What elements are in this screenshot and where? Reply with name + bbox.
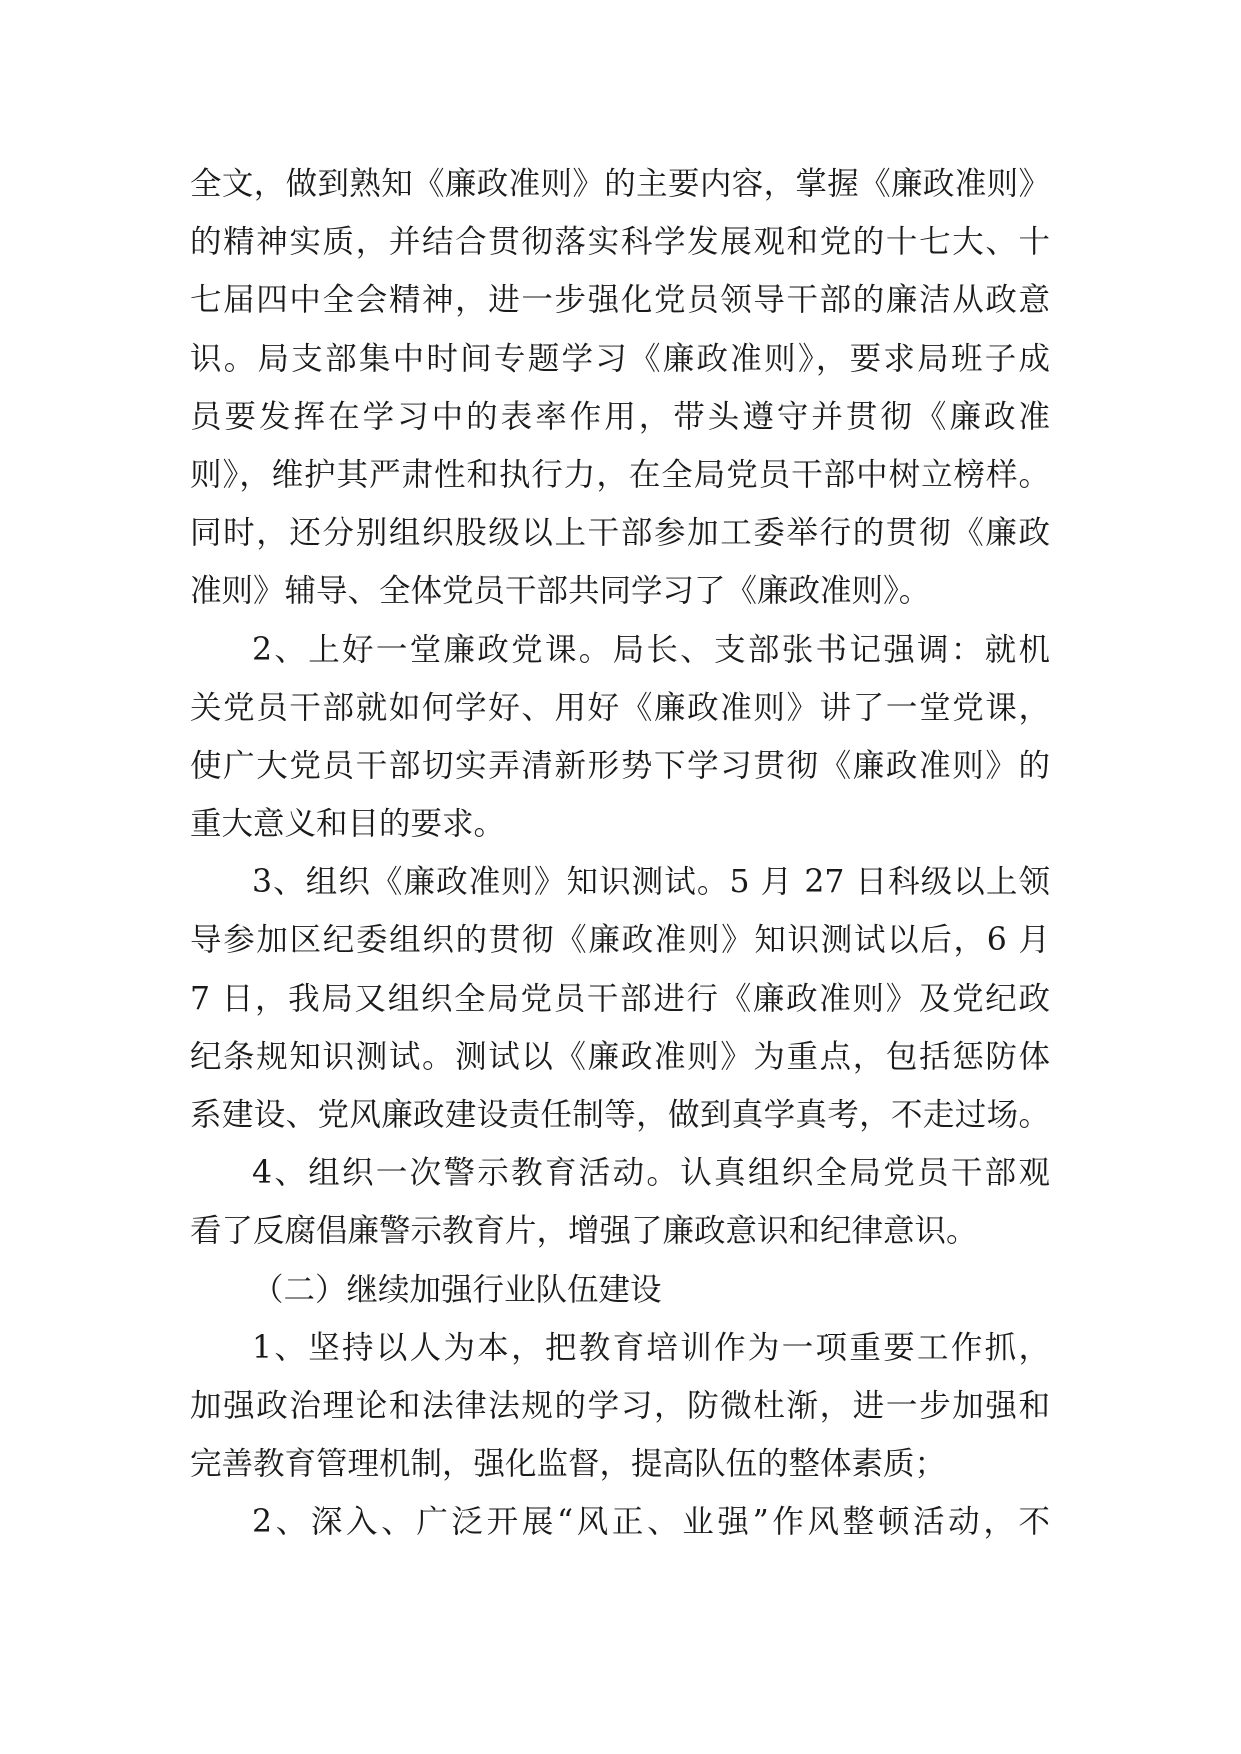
text-line-12: 重大意义和目的要求。 — [190, 806, 506, 843]
text-line-1: 全文，做到熟知《廉政准则》的主要内容，掌握《廉政准则》 — [190, 166, 1050, 202]
text-line-4: 识。局支部集中时间专题学习《廉政准则》，要求局班子成 — [190, 340, 1050, 377]
text-line-3: 七届四中全会精神，进一步强化党员领导干部的廉洁从政意 — [190, 282, 1050, 319]
text-line-19: 看了反腐倡廉警示教育片，增强了廉政意识和纪律意识。 — [190, 1213, 978, 1250]
text-line-22: 加强政治理论和法律法规的学习，防微杜渐，进一步加强和 — [190, 1387, 1050, 1424]
text-line-2: 的精神实质，并结合贯彻落实科学发展观和党的十七大、十 — [190, 224, 1050, 261]
text-line-17: 系建设、党风廉政建设责任制等，做到真学真考，不走过场。 — [190, 1097, 1050, 1133]
text-line-11: 使广大党员干部切实弄清新形势下学习贯彻《廉政准则》的 — [190, 747, 1050, 784]
text-line-9: 2、上好一堂廉政党课。局长、支部张书记强调：就机 — [252, 631, 1050, 668]
text-line-8: 准则》辅导、全体党员干部共同学习了《廉政准则》。 — [190, 573, 931, 610]
section-heading: （二）继续加强行业队伍建设 — [252, 1271, 662, 1308]
text-line-24: 2、深入、广泛开展“风正、业强”作风整顿活动，不 — [252, 1504, 1050, 1541]
text-line-18: 4、组织一次警示教育活动。认真组织全局党员干部观 — [252, 1155, 1050, 1192]
document-body — [190, 155, 1050, 1552]
text-line-5: 员要发挥在学习中的表率作用，带头遵守并贯彻《廉政准 — [190, 398, 1050, 435]
text-line-7: 同时，还分别组织股级以上干部参加工委举行的贯彻《廉政 — [190, 515, 1050, 552]
text-line-15: 7 日，我局又组织全局党员干部进行《廉政准则》及党纪政 — [190, 980, 1050, 1017]
text-line-23: 完善教育管理机制，强化监督，提高队伍的整体素质； — [190, 1446, 947, 1483]
text-line-10: 关党员干部就如何学好、用好《廉政准则》讲了一堂党课， — [190, 689, 1050, 726]
text-line-13: 3、组织《廉政准则》知识测试。5 月 27 日科级以上领 — [252, 864, 1050, 901]
text-line-14: 导参加区纪委组织的贯彻《廉政准则》知识测试以后，6 月 — [190, 922, 1050, 959]
text-line-6: 则》，维护其严肃性和执行力，在全局党员干部中树立榜样。 — [190, 456, 1050, 493]
text-line-16: 纪条规知识测试。测试以《廉政准则》为重点，包括惩防体 — [190, 1038, 1050, 1075]
text-line-21: 1、坚持以人为本，把教育培训作为一项重要工作抓， — [252, 1329, 1050, 1366]
